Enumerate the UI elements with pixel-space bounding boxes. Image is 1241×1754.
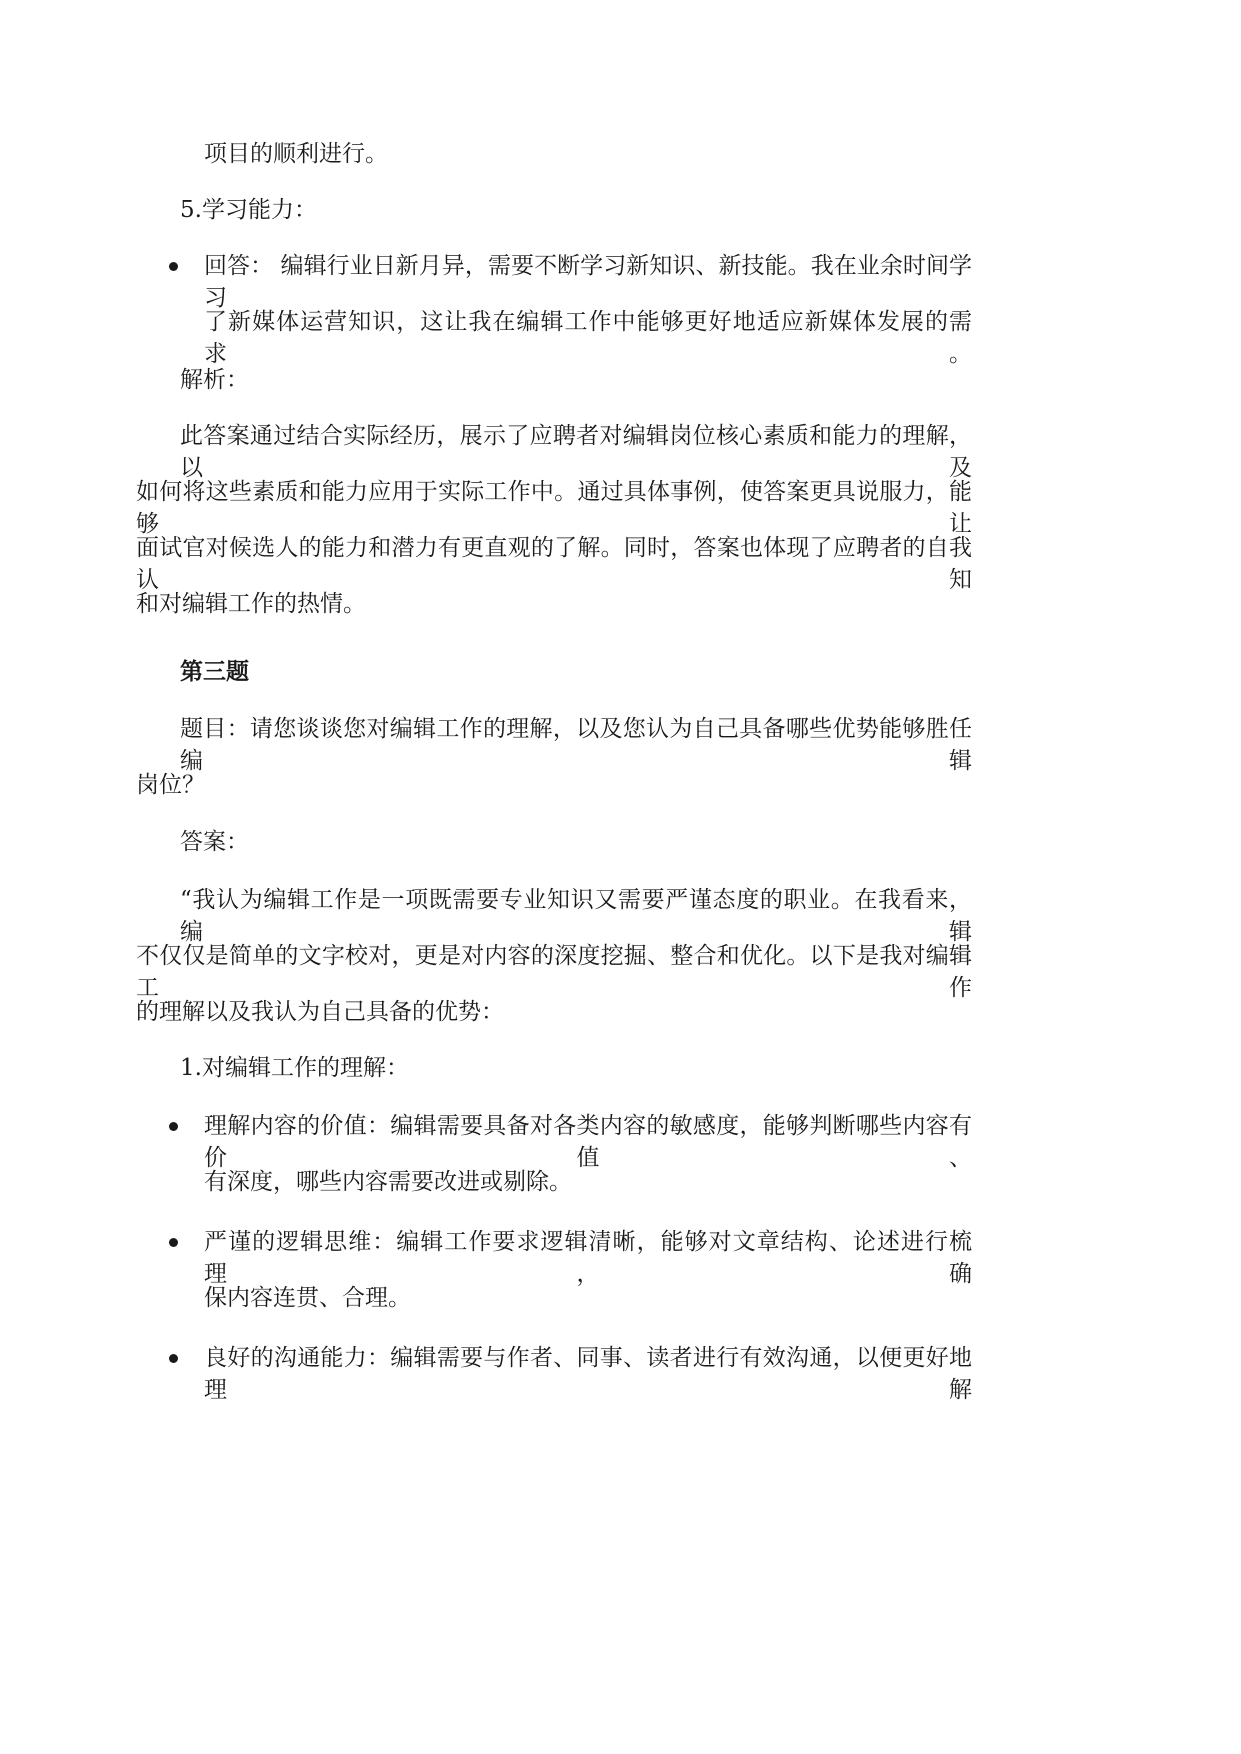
bullet-icon [169,1238,178,1247]
list-item-text: 理解内容的价值：编辑需要具备对各类内容的敏感度，能够判断哪些内容有价值、 [204,1113,972,1171]
section-label: 5.学习能力： [180,197,317,223]
bullet-icon [169,1122,178,1131]
paragraph-line: 不仅仅是简单的文字校对，更是对内容的深度挖掘、整合和优化。以下是我对编辑工作 [136,943,972,1001]
bullet-icon [169,262,178,271]
list-item-text: 有深度，哪些内容需要改进或剔除。 [204,1169,572,1195]
paragraph-line: 此答案通过结合实际经历，展示了应聘者对编辑岗位核心素质和能力的理解，以及 [180,423,972,481]
paragraph-line: 面试官对候选人的能力和潜力有更直观的了解。同时，答案也体现了应聘者的自我认知 [136,535,972,593]
question-line: 岗位？ [136,772,205,798]
list-item-text: 严谨的逻辑思维：编辑工作要求逻辑清晰，能够对文章结构、论述进行梳理，确 [204,1229,972,1287]
answer-label: 答案： [180,829,249,855]
section-label: 解析： [180,367,249,393]
paragraph-line: “我认为编辑工作是一项既需要专业知识又需要严谨态度的职业。在我看来，编辑 [180,887,972,945]
bullet-icon [169,1354,178,1363]
list-item-text: 保内容连贯、合理。 [204,1285,411,1311]
list-item-text: 良好的沟通能力：编辑需要与作者、同事、读者进行有效沟通，以便更好地理解 [204,1345,972,1403]
section-heading: 第三题 [180,659,249,685]
text-line: 项目的顺利进行。 [204,141,388,167]
section-label: 1.对编辑工作的理解： [180,1055,409,1081]
question-line: 题目：请您谈谈您对编辑工作的理解，以及您认为自己具备哪些优势能够胜任编辑 [180,716,972,774]
paragraph-line: 和对编辑工作的热情。 [136,591,366,617]
list-item-text: 回答： 编辑行业日新月异，需要不断学习新知识、新技能。我在业余时间学习 [204,253,972,311]
list-item-text: 了新媒体运营知识，这让我在编辑工作中能够更好地适应新媒体发展的需求。 [204,309,972,367]
paragraph-line: 如何将这些素质和能力应用于实际工作中。通过具体事例，使答案更具说服力，能够让 [136,479,972,537]
paragraph-line: 的理解以及我认为自己具备的优势： [136,999,504,1025]
